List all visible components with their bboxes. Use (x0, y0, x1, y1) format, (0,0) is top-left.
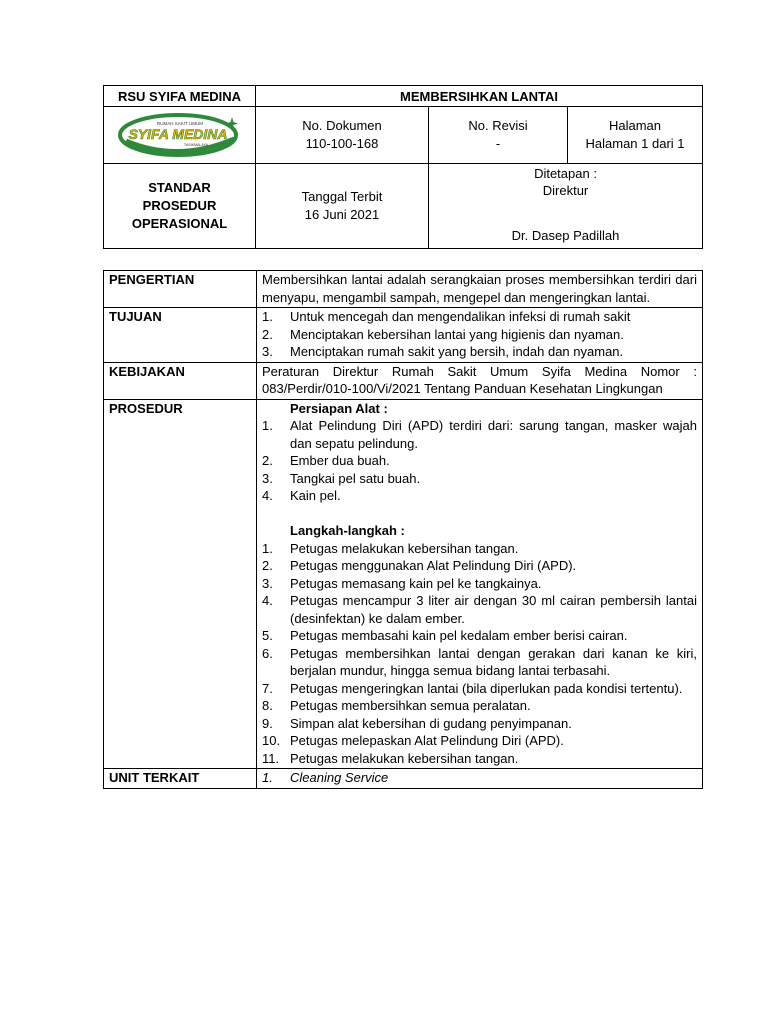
revision-label: No. Revisi (468, 118, 528, 133)
list-item: 1. Alat Pelindung Diri (APD) terdiri dari: sarung tangan, masker wajah dan sepatu pelindung. (262, 418, 697, 451)
approval-cell (429, 163, 703, 248)
section-label: PROSEDUR (104, 399, 257, 769)
document-number-label: No. Dokumen (302, 118, 382, 133)
issue-date: 16 Juni 2021 (304, 206, 380, 222)
star-icon (226, 117, 238, 130)
objective-list (262, 308, 697, 361)
list-item: 8. Petugas membersihkan semua peralatan. (262, 698, 531, 713)
hospital-name: RSU SYIFA MEDINA (104, 86, 256, 107)
list-item: 4. Petugas mencampur 3 liter air dengan 30 ml cairan pembersih lantai (desinfektan) ke dalam ember. (262, 593, 697, 626)
logo-top-text: RUMAH SAKIT UMUM (156, 120, 203, 126)
list-item: 1. Cleaning Service (262, 770, 389, 785)
sop-content-table (103, 270, 703, 789)
list-item: 6. Petugas membersihkan lantai dengan gerakan dari kanan ke kiri, berjalan mundur, hingga semua bidang lantai terbasahi. (262, 645, 697, 678)
approver-title: Direktur (542, 183, 589, 198)
issue-date-label: Tanggal Terbit (301, 189, 383, 204)
list-item: 9. Simpan alat kebersihan di gudang penyimpanan. (262, 715, 572, 731)
list-item: 2. Menciptakan kebersihan lantai yang higienis dan nyaman. (262, 326, 624, 342)
document-number: 110-100-168 (305, 135, 379, 151)
list-item: 3. Menciptakan rumah sakit yang bersih, indah dan nyaman. (262, 344, 624, 359)
section-label: UNIT TERKAIT (104, 769, 257, 789)
list-item: 7. Petugas mengeringkan lantai (bila diperlukan pada kondisi tertentu). (262, 680, 683, 696)
list-item: 1. Petugas melakukan kebersihan tangan. (262, 540, 519, 556)
list-item: 1. Untuk mencegah dan mengendalikan infeksi di rumah sakit (262, 309, 631, 324)
list-item: 3. Petugas memasang kain pel ke tangkainya. (262, 575, 542, 591)
section-label: PENGERTIAN (104, 271, 257, 308)
list-item: 5. Petugas membasahi kain pel kedalam ember berisi cairan. (262, 628, 628, 643)
sop-type-label: STANDAR PROSEDUR OPERASIONAL (104, 163, 256, 248)
section-text: Peraturan Direktur Rumah Sakit Umum Syifa Medina Nomor : 083/Perdir/010-100/Vi/2021 Tentang Panduan Kesehatan Lingkungan (257, 362, 703, 399)
related-unit-list (262, 769, 697, 787)
list-item: 10. Petugas melepaskan Alat Pelindung Diri (APD). (262, 733, 564, 748)
approver-name: Dr. Dasep Padillah (511, 228, 620, 243)
section-text: Membersihkan lantai adalah serangkaian proses membersihkan terdiri dari menyapu, mengambil sampah, mengepel dan mengeringkan lantai. (257, 271, 703, 308)
document-header-table (103, 85, 703, 249)
logo-image (116, 111, 244, 159)
list-item: 4. Kain pel. (262, 488, 341, 503)
section-kebijakan (104, 362, 703, 399)
equipment-list (262, 417, 697, 505)
subheading: Persiapan Alat : (290, 400, 388, 416)
approval-label: Ditetapan : (534, 165, 597, 181)
list-item: 11. Petugas melakukan kebersihan tangan. (262, 750, 519, 766)
list-item: 3. Tangkai pel satu buah. (262, 470, 421, 486)
page-label: Halaman (608, 118, 662, 133)
section-pengertian (104, 271, 703, 308)
logo-name: SYIFA MEDINA (127, 125, 228, 142)
document-number-cell (256, 106, 429, 163)
hospital-logo (104, 106, 256, 163)
page-cell (568, 106, 703, 163)
section-label: KEBIJAKAN (104, 362, 257, 399)
section-prosedur (104, 399, 703, 769)
revision-cell (429, 106, 568, 163)
sop-title: MEMBERSIHKAN LANTAI (256, 86, 703, 107)
section-unit-terkait (104, 769, 703, 789)
steps-list (262, 540, 697, 768)
list-item: 2. Petugas menggunakan Alat Pelindung Diri (APD). (262, 558, 577, 573)
page-value: Halaman 1 dari 1 (585, 135, 685, 151)
issue-date-cell (256, 163, 429, 248)
logo-city: TASIKMALAYA (183, 142, 208, 147)
section-tujuan (104, 308, 703, 363)
subheading: Langkah-langkah : (290, 523, 405, 538)
section-label: TUJUAN (104, 308, 257, 363)
revision-value: - (495, 135, 501, 151)
list-item: 2. Ember dua buah. (262, 453, 390, 468)
